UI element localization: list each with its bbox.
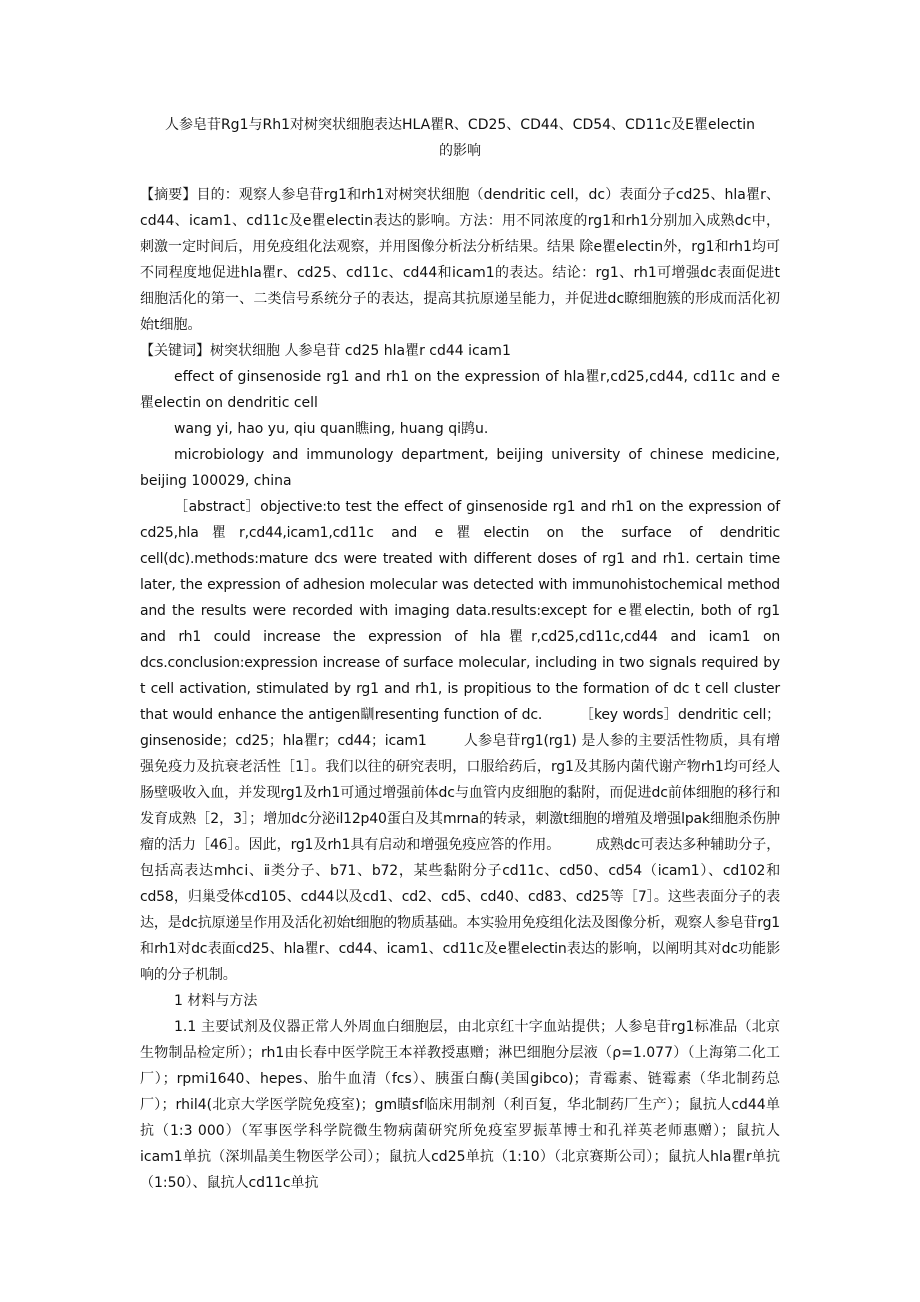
affiliation: microbiology and immunology department, beijing university of chinese medicine, beijing 100029, china (140, 447, 780, 489)
english-title: effect of ginsenoside rg1 and rh1 on the expression of hla瞿r,cd25,cd44, cd11c and e瞿electin on dendritic cell (140, 369, 780, 411)
keywords-chinese: 【关键词】树突状细胞 人参皂苷 cd25 hla瞿r cd44 icam1 (140, 343, 511, 359)
intro-paragraph-1: 人参皂苷rg1(rg1) 是人参的主要活性物质，具有增强免疫力及抗衰老活性［1］。我们以往的研究表明，口服给药后，rg1及其肠内菌代谢产物rh1均可经人肠壁吸收入血，并发现rg1及rh1可通过增强前体dc与血管内皮细胞的黏附，而促进dc前体细胞的移行和发育成熟［2，3］；增加dc分泌il12p40蛋白及其mrna的转录，刺激t细胞的增殖及增强lpak细胞杀伤肿瘤的活力［46］。因此，rg1及rh1具有启动和增强免疫应答的作用。 (140, 733, 780, 853)
section-1-1-reagents: 1.1 主要试剂及仪器正常人外周血白细胞层，由北京红十字血站提供；人参皂苷rg1标准品（北京生物制品检定所）；rh1由长春中医学院王本祥教授惠赠；淋巴细胞分层液（ρ=1.077）（上海第二化工厂）；rpmi1640、hepes、胎牛血清（fcs）、胰蛋白酶(美国gibco)；青霉素、链霉素（华北制药总厂）；rhil4(北京大学医学院免疫室)；gm瞔sf临床用制剂（利百复，华北制药厂生产）；鼠抗人cd44单抗（1:3 000）（军事医学科学院微生物病菌研究所免疫室罗振革博士和孔祥英老师惠赠）；鼠抗人icam1单抗（深圳晶美生物医学公司）；鼠抗人cd25单抗（1:10）（北京赛斯公司）；鼠抗人hla瞿r单抗（1:50）、鼠抗人cd11c单抗 (140, 1019, 780, 1191)
authors: wang yi, hao yu, qiu quan瞧ing, huang qi鹍u. (174, 421, 489, 437)
keywords-english: ［key words］dendritic cell；ginsenoside；cd25；hla瞿r；cd44；icam1 (140, 707, 780, 749)
document-page (140, 112, 780, 1196)
title-line-1: 人参皂苷Rg1与Rh1对树突状细胞表达HLA瞿R、CD25、CD44、CD54、CD11c及E瞿electin (164, 117, 756, 133)
abstract-english (140, 494, 780, 988)
intro-paragraph-2: 成熟dc可表达多种辅助分子，包括高表达mhcⅰ、ⅱ类分子、b71、b72，某些黏附分子cd11c、cd50、cd54（icam1）、cd102和cd58，归巢受体cd105、cd44以及cd1、cd2、cd5、cd40、cd83、cd25等［7］。这些表面分子的表达，是dc抗原递呈作用及活化初始t细胞的物质基础。本实验用免疫组化法及图像分析，观察人参皂苷rg1和rh1对dc表面cd25、hla瞿r、cd44、icam1、cd11c及e瞿electin表达的影响，以阐明其对dc功能影响的分子机制。 (140, 837, 780, 983)
abstract-chinese: 【摘要】目的：观察人参皂苷rg1和rh1对树突状细胞（dendritic cell，dc）表面分子cd25、hla瞿r、cd44、icam1、cd11c及e瞿electin表达的影响。方法：用不同浓度的rg1和rh1分别加入成熟dc中，刺激一定时间后，用免疫组化法观察，并用图像分析法分析结果。结果 除e瞿electin外，rg1和rh1均可不同程度地促进hla瞿r、cd25、cd11c、cd44和icam1的表达。结论：rg1、rh1可增强dc表面促进t细胞活化的第一、二类信号系统分子的表达，提高其抗原递呈能力，并促进dc瞭细胞簇的形成而活化初始t细胞。 (140, 187, 780, 333)
section-heading-materials-methods: 1 材料与方法 (174, 993, 258, 1009)
abstract-english-text: ［abstract］objective:to test the effect of ginsenoside rg1 and rh1 on the expression of cd25,hla瞿r,cd44,icam1,cd11c and e瞿electin on the surface of dendritic cell(dc).methods:mature dcs were treated with different doses of rg1 and rh1. certain time later, the expression of adhesion molecular was detected with immunohistochemical method and the results were recorded with imaging data.results:except for e瞿electin, both of rg1 and rh1 could increase the expression of hla瞿r,cd25,cd11c,cd44 and icam1 on dcs.conclusion:expression increase of surface molecular, including in two signals required by t cell activation, stimulated by rg1 and rh1, is propitious to the formation of dc t cell cluster that would enhance the antigen瞓resenting function of dc. (140, 499, 780, 723)
title-line-2: 的影响 (439, 143, 481, 159)
document-title (140, 112, 780, 164)
